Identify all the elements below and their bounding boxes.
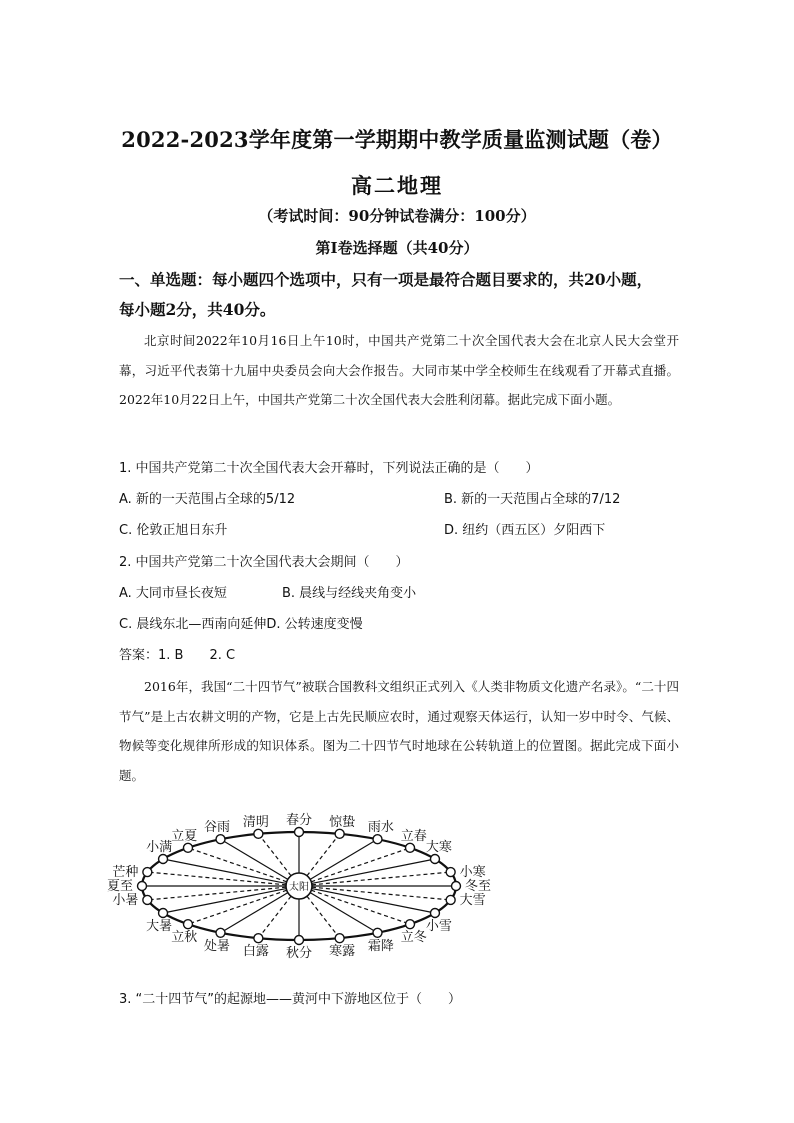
solar-term-label: 小暑 [112, 892, 139, 908]
solar-term-label: 夏至 [106, 879, 133, 894]
question-2-stem: 2. 中国共产党第二十次全国代表大会期间（ ） [119, 555, 409, 570]
passage-2-text: 2016年，我国“二十四节气”被联合国教科文组织正式列入《人类非物质文化遗产名录》。“二十四节气”是上古农耕文明的产物，它是上古先民顺应农时，通过观察天体运行，认知一岁中时令、气候、物候等变化规律所形成的知识体系。图为二十四节气时地球在公转轨道上的位置图。据此完成下面小题。 [119, 679, 679, 783]
solar-term-label: 处暑 [204, 938, 231, 954]
solar-term-label: 雨水 [367, 820, 394, 836]
solar-term-label: 大雪 [459, 892, 486, 908]
earth-position-marker [254, 934, 263, 943]
solar-term-label: 春分 [285, 813, 313, 828]
earth-position-marker [452, 882, 461, 891]
earth-position-marker [138, 882, 147, 891]
sun-label: 太阳 [289, 882, 309, 893]
solar-term-label: 大暑 [146, 919, 173, 934]
earth-position-marker [295, 828, 304, 837]
earth-position-marker [406, 920, 415, 929]
answer-key: 答案：1. B 2. C [119, 648, 236, 663]
solar-term-label: 寒露 [329, 944, 356, 960]
earth-position-marker [159, 909, 168, 918]
earth-position-marker [183, 920, 192, 929]
passage-1 [119, 326, 679, 415]
question-1-option-a: A. 新的一天范围占全球的5/12 [119, 492, 296, 507]
section-heading-line-2: 每小题2分，共40分。 [119, 300, 276, 319]
question-1-option-b: B. 新的一天范围占全球的7/12 [444, 492, 621, 507]
solar-term-label: 霜降 [367, 938, 394, 954]
question-3-stem: 3. “二十四节气”的起源地——黄河中下游地区位于（ ） [119, 992, 462, 1007]
question-2-option-b: B. 晨线与经线夹角变小 [282, 586, 417, 601]
solar-term-label: 秋分 [285, 946, 313, 961]
page-title: 2022-2023学年度第一学期期中教学质量监测试题（卷） [121, 127, 673, 152]
solar-terms-orbit-diagram [106, 798, 499, 970]
ray-line [261, 837, 291, 875]
earth-position-marker [216, 928, 225, 937]
section-heading-line-1: 一、单选题：每小题四个选项中，只有一项是最符合题目要求的，共20小题， [119, 270, 653, 289]
question-1-stem: 1. 中国共产党第二十次全国代表大会开幕时，下列说法正确的是（ ） [119, 461, 539, 476]
earth-position-marker [143, 895, 152, 904]
solar-term-label: 立秋 [171, 930, 198, 946]
earth-position-marker [446, 868, 455, 877]
subject-title: 高二地理 [351, 173, 443, 198]
solar-term-label: 立冬 [400, 930, 427, 946]
question-2-option-a: A. 大同市昼长夜短 [119, 586, 227, 601]
solar-term-label: 白露 [242, 944, 269, 960]
earth-position-marker [216, 835, 225, 844]
earth-position-marker [295, 936, 304, 945]
earth-position-marker [143, 868, 152, 877]
earth-position-marker [446, 895, 455, 904]
solar-term-label: 小满 [146, 840, 173, 855]
solar-term-label: 芒种 [112, 865, 139, 881]
earth-position-marker [335, 934, 344, 943]
ray-line [307, 837, 337, 875]
ray-line [307, 896, 337, 934]
earth-position-marker [159, 855, 168, 864]
solar-term-label: 清明 [242, 814, 269, 830]
question-1-option-d: D. 纽约（西五区）夕阳西下 [444, 523, 606, 538]
question-1-option-c: C. 伦敦正旭日东升 [119, 523, 228, 538]
solar-term-label: 小寒 [459, 865, 486, 881]
ray-line [261, 896, 291, 934]
volume-heading: 第Ⅰ卷选择题（共40分） [315, 239, 479, 257]
solar-term-label: 立春 [400, 828, 427, 844]
earth-position-marker [254, 829, 263, 838]
earth-position-marker [373, 928, 382, 937]
solar-term-label: 惊蛰 [329, 814, 356, 830]
passage-1-text: 北京时间2022年10月16日上午10时，中国共产党第二十次全国代表大会在北京人民大会堂开幕，习近平代表第十九届中央委员会向大会作报告。大同市某中学全校师生在线观看了开幕式直播。2022年10月22日上午，中国共产党第二十次全国代表大会胜利闭幕。据此完成下面小题。 [119, 333, 679, 407]
earth-position-marker [183, 843, 192, 852]
solar-term-label: 冬至 [465, 879, 492, 894]
passage-2 [119, 672, 679, 790]
solar-term-label: 谷雨 [204, 820, 231, 836]
earth-position-marker [430, 855, 439, 864]
solar-term-label: 大寒 [425, 840, 452, 855]
exam-info: （考试时间：90分钟试卷满分：100分） [258, 207, 536, 225]
solar-term-label: 立夏 [171, 828, 198, 844]
earth-position-marker [430, 909, 439, 918]
earth-position-marker [335, 829, 344, 838]
solar-term-label: 小雪 [425, 919, 452, 934]
earth-position-marker [406, 843, 415, 852]
question-2-option-cd: C. 晨线东北—西南向延伸D. 公转速度变慢 [119, 617, 363, 632]
earth-position-marker [373, 835, 382, 844]
